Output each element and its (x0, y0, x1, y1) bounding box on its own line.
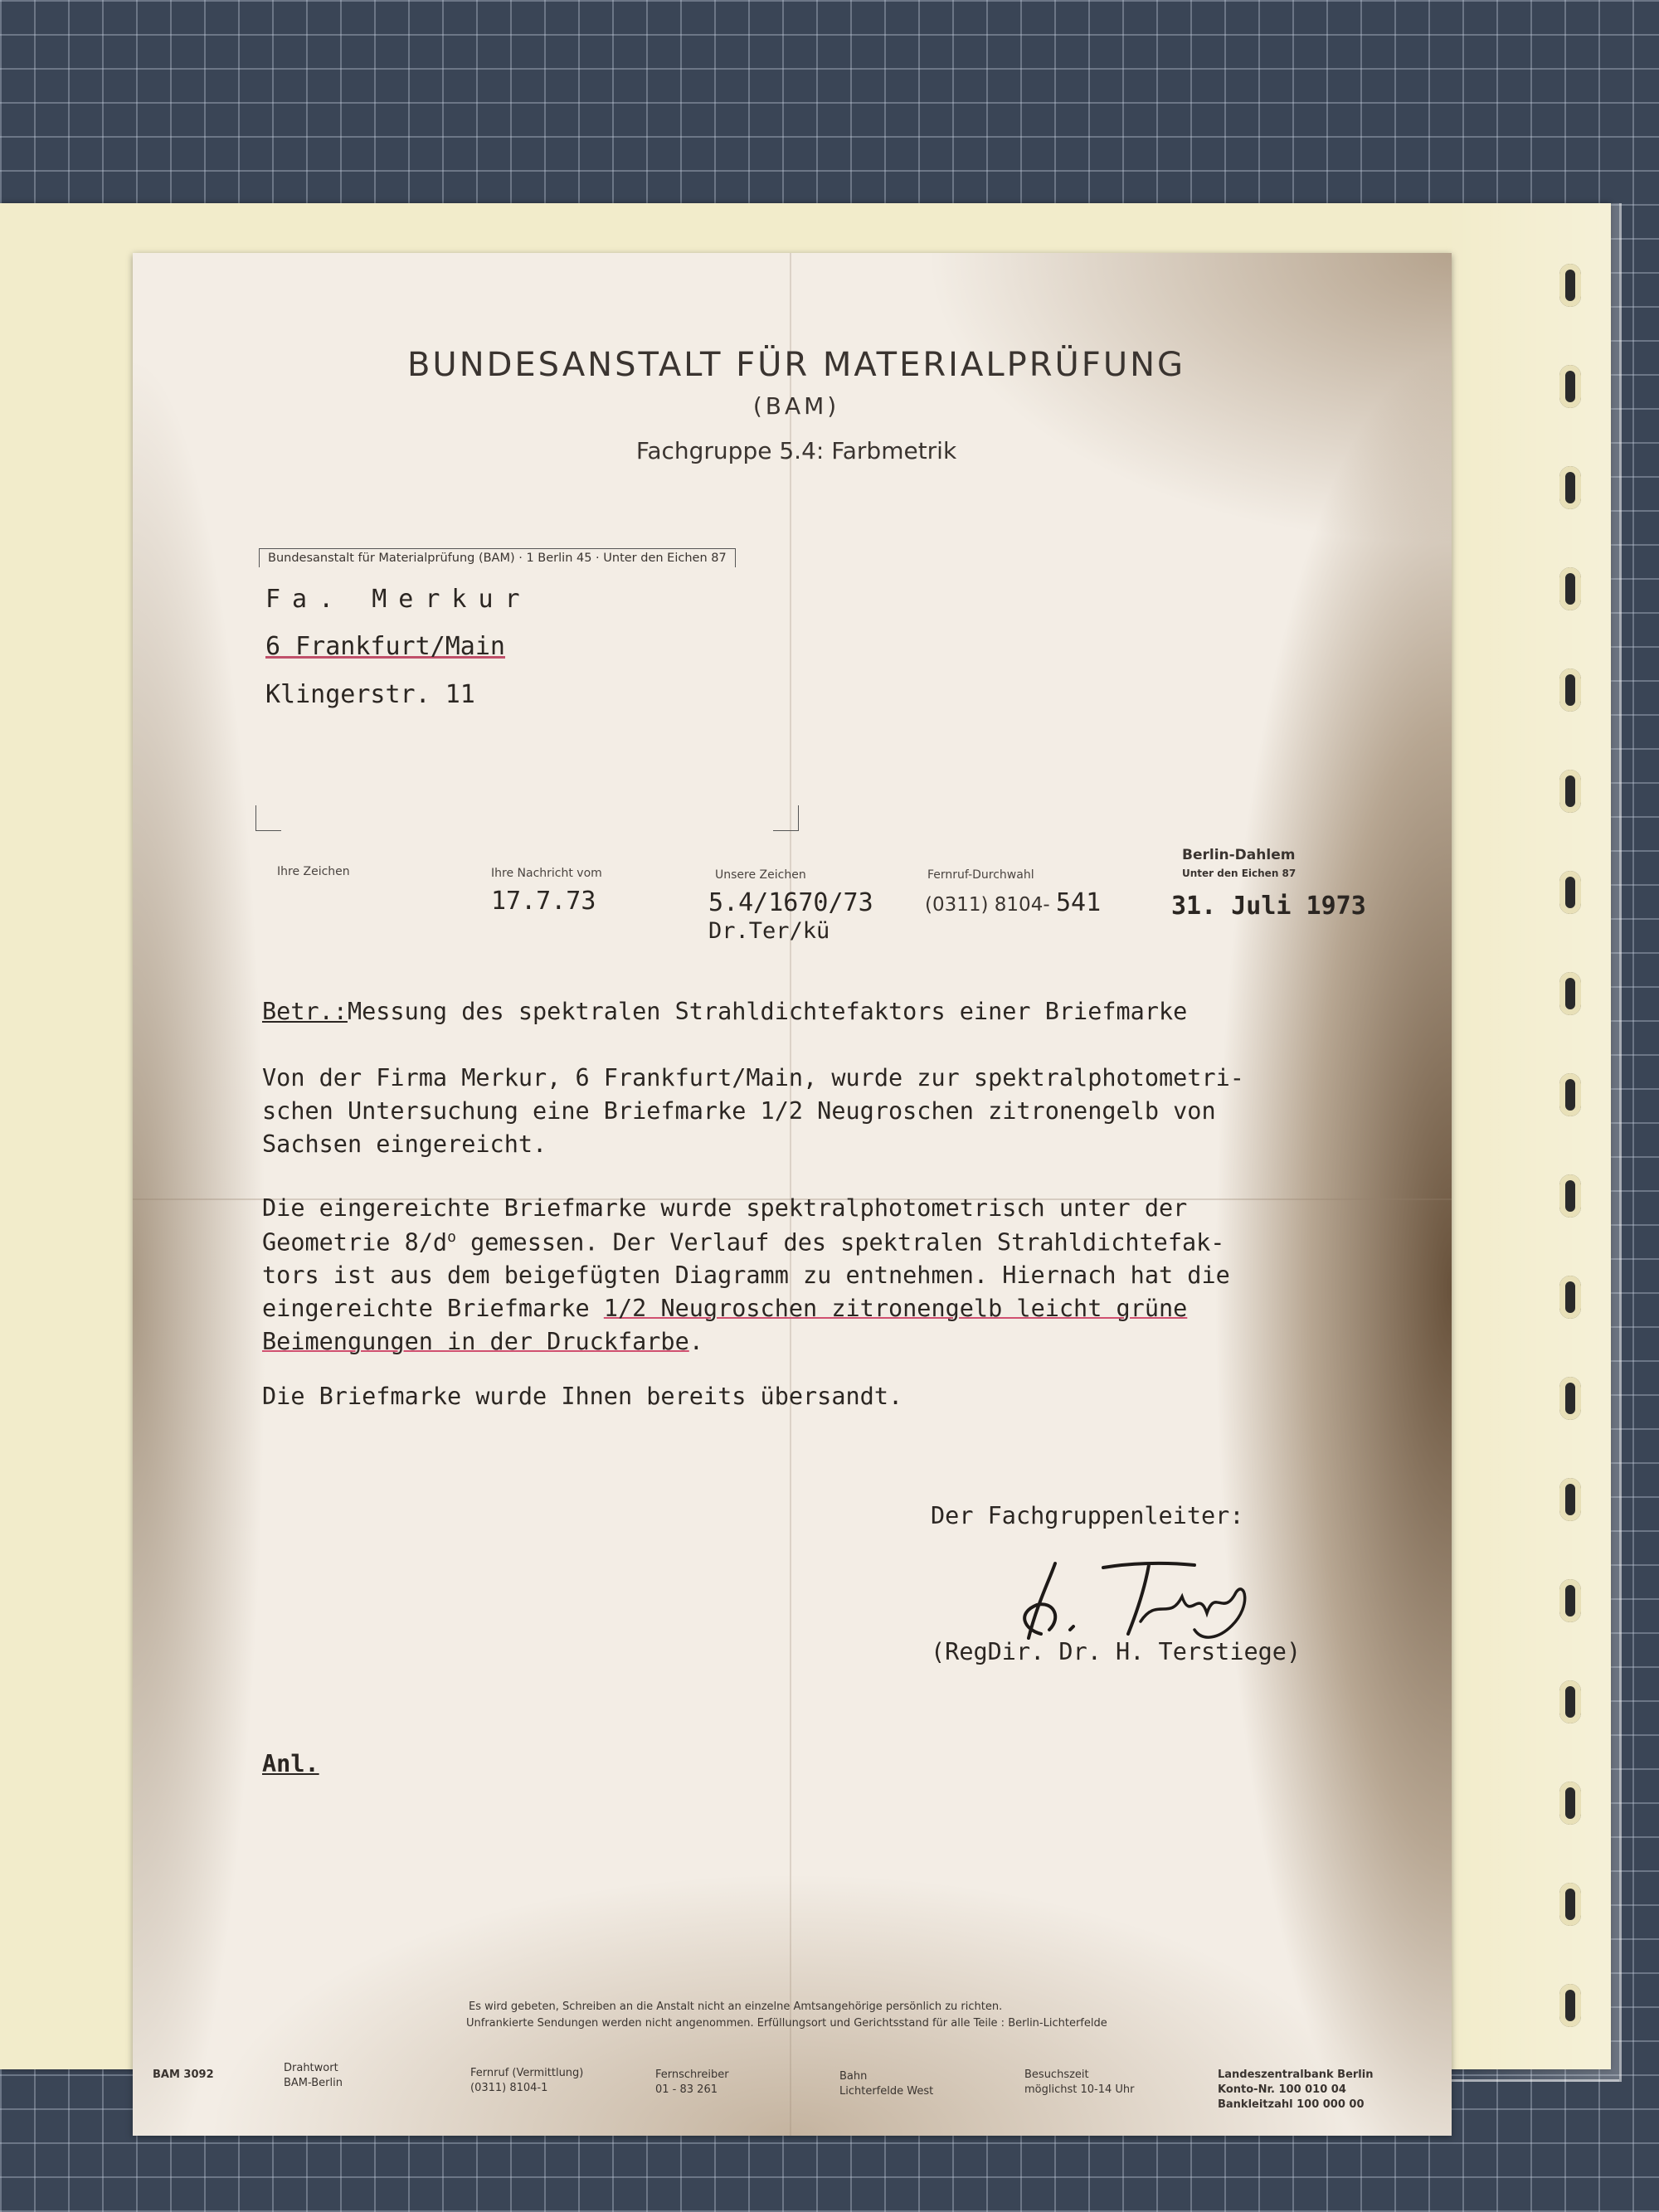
footer-telex (655, 2068, 729, 2098)
subject-text: Messung des spektralen Strahldichtefaktors einer Briefmarke (347, 998, 1188, 1025)
letter-city-address: Unter den Eichen 87 (1182, 868, 1297, 879)
binder-hole (1559, 1174, 1581, 1218)
window-corner-mark (255, 805, 281, 831)
body-p2-line4 (262, 1295, 1187, 1322)
hours-value: möglichst 10-14 Uhr (1024, 2083, 1135, 2096)
highlighted-stamp-name: 1/2 Neugroschen zitronengelb leicht grüne (603, 1295, 1188, 1322)
body-p2-line2-end: gemessen. Der Verlauf des spektralen Strahldichtefak- (455, 1228, 1225, 1257)
footer-note-1: Es wird gebeten, Schreiben an die Anstalt nicht an einzelne Amtsangehörige persönlich zu richten. (469, 2001, 1003, 2013)
degree-superscript: o (447, 1228, 456, 1246)
your-message-date: 17.7.73 (491, 887, 596, 916)
our-ref-label: Unsere Zeichen (715, 868, 806, 882)
phone-prefix: (0311) 8104- (925, 894, 1050, 916)
footer-wire (284, 2061, 343, 2091)
bank-account: Konto-Nr. 100 010 04 (1218, 2083, 1346, 2096)
binder-hole (1559, 1276, 1581, 1319)
phone-label: Fernruf-Durchwahl (927, 868, 1034, 882)
body-p2-line1: Die eingereichte Briefmarke wurde spektralphotometrisch unter der (262, 1194, 1188, 1222)
subject-line (262, 998, 1187, 1025)
footer-hours (1024, 2068, 1135, 2098)
letterhead-org-name: BUNDESANSTALT FÜR MATERIALPRÜFUNG (406, 346, 1186, 384)
return-address: Bundesanstalt für Materialprüfung (BAM) · 1 Berlin 45 · Unter den Eichen 87 (259, 548, 736, 567)
window-corner-mark (773, 805, 799, 831)
body-p1-line3: Sachsen eingereicht. (262, 1130, 547, 1158)
binder-hole (1559, 668, 1581, 712)
body-p1-line1: Von der Firma Merkur, 6 Frankfurt/Main, wurde zur spektralphotometri- (262, 1064, 1244, 1091)
body-p2-line2 (262, 1228, 1224, 1257)
recipient-name: Fa. Merkur (265, 585, 532, 614)
binder-hole (1559, 770, 1581, 813)
footer-phone (470, 2066, 583, 2096)
body-p1-line2: schen Untersuchung eine Briefmarke 1/2 Neugroschen zitronengelb von (262, 1097, 1216, 1125)
letter-sheet (133, 253, 1452, 2136)
binder-hole (1559, 1579, 1581, 1622)
body-p3: Die Briefmarke wurde Ihnen bereits übersandt. (262, 1383, 903, 1410)
signatory-name: (RegDir. Dr. H. Terstiege) (931, 1638, 1301, 1665)
recipient-city: 6 Frankfurt/Main (265, 632, 505, 661)
phone-extension: 541 (1056, 888, 1102, 917)
binder-hole (1559, 972, 1581, 1015)
letter-date: 31. Juli 1973 (1171, 892, 1366, 921)
letterhead-department: Fachgruppe 5.4: Farbmetrik (635, 437, 957, 464)
telex-label: Fernschreiber (655, 2069, 729, 2081)
bank-name: Landeszentralbank Berlin (1218, 2069, 1374, 2081)
binder-hole (1559, 1782, 1581, 1825)
telex-value: 01 - 83 261 (655, 2083, 718, 2096)
your-message-label: Ihre Nachricht vom (491, 867, 602, 880)
bank-code: Bankleitzahl 100 000 00 (1218, 2098, 1365, 2111)
subject-label: Betr.: (262, 998, 348, 1025)
wire-label: Drahtwort (284, 2062, 338, 2074)
binder-hole (1559, 1680, 1581, 1723)
footer-note-2: Unfrankierte Sendungen werden nicht angenommen. Erfüllungsort und Gerichtsstand für alle Teile : Berlin-Lichterfelde (466, 2017, 1107, 2030)
wire-value: BAM-Berlin (284, 2077, 343, 2089)
hours-label: Besuchszeit (1024, 2069, 1089, 2081)
body-p2-line4-start: eingereichte Briefmarke (262, 1295, 604, 1322)
binder-hole (1559, 567, 1581, 610)
binder-hole (1559, 264, 1581, 307)
binder-hole (1559, 466, 1581, 509)
your-ref-label: Ihre Zeichen (277, 865, 350, 878)
footer-bank (1218, 2068, 1373, 2112)
binder-hole (1559, 871, 1581, 914)
signature-title: Der Fachgruppenleiter: (931, 1502, 1244, 1529)
binder-hole (1559, 1984, 1581, 2027)
body-p2-line2-start: Geometrie 8/d (262, 1228, 448, 1257)
binder-hole (1559, 1478, 1581, 1521)
binder-hole (1559, 1073, 1581, 1116)
binder-hole (1559, 1883, 1581, 1926)
rail-value: Lichterfelde West (839, 2085, 934, 2098)
binder-hole (1559, 365, 1581, 408)
our-ref-number: 5.4/1670/73 (708, 888, 873, 917)
body-p2-line5 (262, 1328, 703, 1355)
binder-hole (1559, 1377, 1581, 1420)
enclosure-note: Anl. (262, 1750, 319, 1777)
footer-rail (839, 2069, 933, 2099)
footer-phone-value: (0311) 8104-1 (470, 2082, 548, 2094)
body-p2-period: . (688, 1328, 703, 1355)
highlighted-finding: Beimengungen in der Druckfarbe (262, 1328, 689, 1355)
plastic-sleeve (1445, 203, 1622, 2082)
recipient-street: Klingerstr. 11 (265, 680, 475, 709)
footer-phone-label: Fernruf (Vermittlung) (470, 2067, 584, 2079)
body-p2-line3: tors ist aus dem beigefügten Diagramm zu entnehmen. Hiernach hat die (262, 1262, 1230, 1289)
letter-city: Berlin-Dahlem (1182, 847, 1296, 863)
rail-label: Bahn (839, 2070, 868, 2083)
our-ref-initials: Dr.Ter/kü (708, 918, 830, 944)
letterhead-org-abbr: (BAM) (752, 392, 840, 420)
form-number: BAM 3092 (153, 2069, 214, 2081)
